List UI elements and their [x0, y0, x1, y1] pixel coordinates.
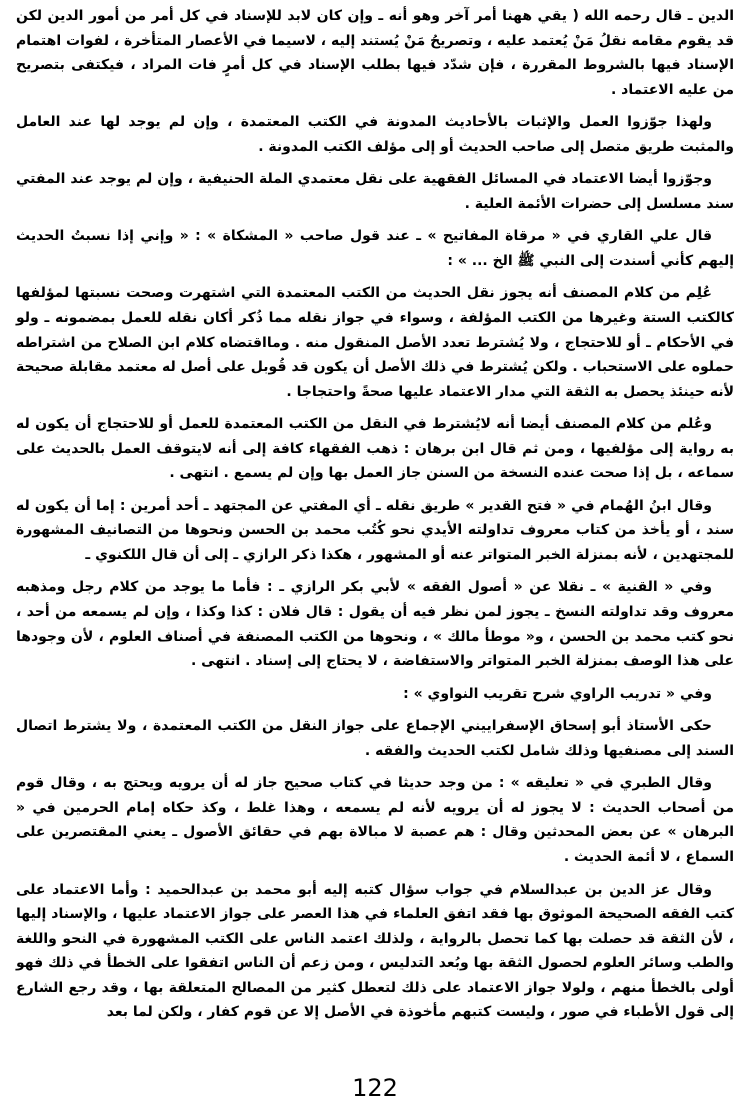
- paragraph: وقال عز الدين بن عبدالسلام في جواب سؤال كتبه إليه أبو محمد بن عبدالحميد : وأما الاعتماد على كتب الفقه الصحيحة الموثوق بها فقد اتفق العلماء في هذا العصر على جواز الاعتماد عليها ، والإسناد إليها ، لأن الثقة قد حصلت بها كما تحصل بالرواية ، ولذلك اعتمد الناس على الكتب المشهورة في النحو واللغة والطب وسائر العلوم لحصول الثقة بها وبُعد التدليس ، ومن زعم أن الناس اتفقوا على الخطأ في ذلك فهو أولى بالخطأ منهم ، ولولا جواز الاعتماد على ذلك لتعطل كثير من المصالح المتعلقة بها ، وقد رجع الشارع إلى قول الأطباء في صور ، وليست كتبهم مأخوذة في الأصل إلا عن قوم كفار ، ولكن لما بعد: [16, 881, 734, 1021]
- paragraph: الدين ـ قال رحمه الله ( يقي ههنا أمر آخر وهو أنه ـ وإن كان لابد للإسناد في كل أمر من أمور الدين لكن قد يقوم مقامه نقلُ مَنْ يُعتمد عليه ، وتصريحُ مَنْ يُستند إليه ، لاسيما في الأعصار المتأخرة ، لفوات اهتمام الإسناد فيها بالشروط المقررة ، فإن شدّد فيها بطلب الإسناد في كل أمرٍ فات المراد ، فيكتفى بتصريح من عليه الاعتماد .: [16, 8, 734, 98]
- paragraph: ولهذا جوّزوا العمل والإثبات بالأحاديث المدونة في الكتب المعتمدة ، وإن لم يوجد لها عند العامل والمثبت طريق متصل إلى صاحب الحديث أو إلى مؤلف الكتب المدونة .: [16, 114, 734, 155]
- paragraph: وعُلم من كلام المصنف أيضا أنه لايُشترط في النقل من الكتب المعتمدة للعمل أو للاحتجاج أن يكون له به رواية إلى مؤلفيها ، ومن ثم قال ابن برهان : ذهب الفقهاء كافة إلى أنه لايتوقف العمل بالحديث على سماعه ، بل إذا صحت عنده النسخة من السنن جاز العمل بها وإن لم يسمع . انتهى .: [16, 416, 734, 482]
- paragraph: وفي « القنية » ـ نقلا عن « أصول الفقه » لأبي بكر الرازي ـ : فأما ما يوجد من كلام رجل ومذهبه معروف وقد تداولته النسخ ـ يجوز لمن نظر فيه أن يقول : قال فلان : كذا وكذا ، وإن لم يسمعه من أحد ، نحو كتب محمد بن الحسن ، و« موطأ مالك » ، ونحوها من الكتب المصنفة في أصناف العلوم ، لأن وجودها على هذا الوصف بمنزلة الخبر المتواتر والاستفاضة ، لا يحتاج إلى إسناد . انتهى .: [16, 579, 734, 670]
- page-number: 122: [352, 1074, 398, 1102]
- paragraph: وجوّزوا أيضا الاعتماد في المسائل الفقهية على نقل معتمدي الملة الحنيفية ، وإن لم يوجد عند المفتي سند مسلسل إلى حضرات الأئمة العلية .: [16, 171, 734, 212]
- main-text: [16, 4, 734, 1033]
- paragraph: وقال الطبري في « تعليقه » : من وجد حديثا في كتاب صحيح جاز له أن يرويه ويحتج به ، وقال قوم من أصحاب الحديث : لا يجوز له أن يرويه لأنه لم يسمعه ، وهذا غلط ، وكذ حكاه إمام الحرمين في « البرهان » عن بعض المحدثين وقال : هم عصبة لا مبالاة بهم في حقائق الأصول ـ يعني المقتصرين على السماع ، لا أئمة الحديث .: [16, 775, 734, 865]
- paragraph: عُلِم من كلام المصنف أنه يجوز نقل الحديث من الكتب المعتمدة التي اشتهرت وصحت نسبتها لمؤلفها كالكتب الستة وغيرها من الكتب المؤلفة ، وسواء في جواز نقله مما ذُكر أكان نقله للعمل بمضمونه ـ ولو في الأحكام ـ أو للاحتجاج ، ولا يُشترط تعدد الأصل المنقول منه . ومااقتضاه كلام ابن الصلاح من اشتراطه حملوه على الاستحباب . ولكن يُشترط في ذلك الأصل أن يكون قد قُوبل على أصل له معتمد مقابلة صحيحة لأنه حينئذ يحصل به الثقة التي مدار الاعتماد عليها صحةً واحتجاجا .: [16, 285, 734, 400]
- paragraph: وفي « تدريب الراوي شرح تقريب النواوي » :: [403, 685, 712, 702]
- paragraph: وقال ابنُ الهُمام في « فتح القدير » طريق نقله ـ أي المفتي عن المجتهد ـ أحد أمرين : إما أن يكون له سند ، أو يأخذ من كتاب معروف تداولته الأيدي نحو كُتُب محمد بن الحسن ونحوها من التصانيف المشهورة للمجتهدين ، لأنه بمنزلة الخبر المتواتر عنه أو المشهور ، هكذا ذكر الرازي ـ إلى أن قال اللكنوي ـ: [16, 497, 734, 563]
- paragraph: حكى الأستاذ أبو إسحاق الإسفراييني الإجماع على جواز النقل من الكتب المعتمدة ، ولا يشترط اتصال السند إلى مصنفيها وذلك شامل لكتب الحديث والفقه .: [16, 718, 734, 759]
- paragraph: قال علي القاري في « مرقاة المفاتيح » ـ عند قول صاحب « المشكاة » : « وإني إذا نسبتُ الحديث إليهم كأني أسندت إلى النبي ﷺ الخ ... » :: [16, 228, 734, 269]
